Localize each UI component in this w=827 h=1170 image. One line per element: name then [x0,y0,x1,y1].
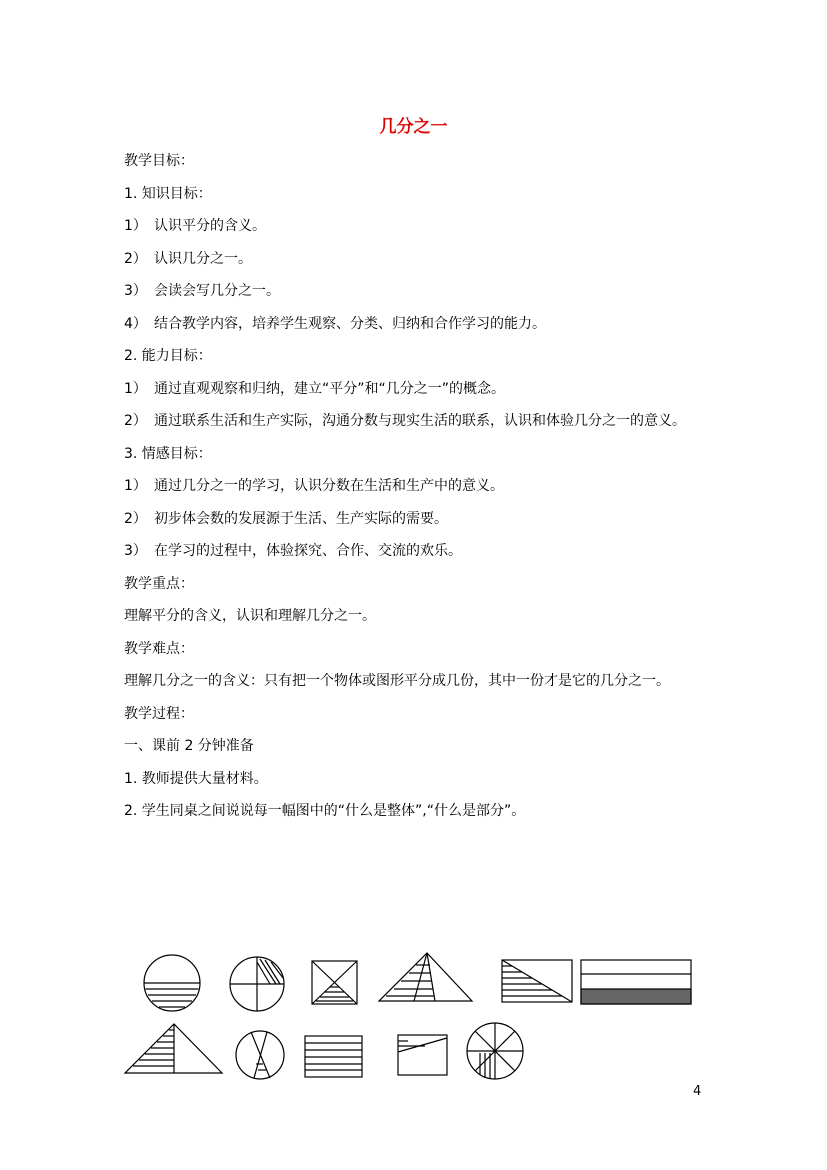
rectangle-corner-figure [398,1035,447,1075]
circle-unequal-parts-figure [236,1031,284,1079]
list-number: 1） [124,381,147,397]
text-line: 3） 会读会写几分之一。 [124,283,280,299]
square-diagonals-figure [312,961,357,1004]
triangle-striped-figure [379,953,472,1001]
list-number: 1） [124,218,147,234]
text-line: 理解平分的含义，认识和理解几分之一。 [124,608,376,624]
circle-sectors-figure [467,1023,523,1079]
text-line: 1） 通过直观观察和归纳，建立“平分”和“几分之一”的概念。 [124,381,506,397]
page-number: 4 [693,1084,702,1099]
circle-quarters-figure [230,957,284,1011]
text-line: 教学重点： [124,576,194,592]
text-line: 一、课前 2 分钟准备 [124,738,254,754]
fraction-figures [0,940,827,1090]
list-number: 2） [124,413,147,429]
list-number: 2） [124,511,147,527]
rectangle-shaded-strip-figure [581,960,691,1004]
list-number: 4） [124,316,147,332]
text-line: 教学过程： [124,706,194,722]
text-line: 2） 通过联系生活和生产实际，沟通分数与现实生活的联系，认识和体验几分之一的意义。 [124,413,686,429]
text-line: 2） 初步体会数的发展源于生活、生产实际的需要。 [124,511,448,527]
text-line: 1. 教师提供大量材料。 [124,771,268,787]
list-number: 3） [124,543,147,559]
text-line: 3. 情感目标： [124,446,212,462]
text-line: 教学难点： [124,641,194,657]
text-line: 教学目标： [124,153,194,169]
list-number: 3） [124,283,147,299]
text-line: 4） 结合教学内容，培养学生观察、分类、归纳和合作学习的能力。 [124,316,546,332]
text-line: 3） 在学习的过程中，体验探究、合作、交流的欢乐。 [124,543,462,559]
text-line: 2. 能力目标： [124,348,212,364]
text-line: 2. 学生同桌之间说说每一幅图中的“什么是整体”,“什么是部分”。 [124,803,526,819]
circle-striped-half-figure [144,955,200,1011]
list-number: 2） [124,251,147,267]
text-line: 1. 知识目标： [124,186,212,202]
text-line: 2） 认识几分之一。 [124,251,252,267]
rectangle-striped-rows-figure [305,1036,362,1077]
document-title: 几分之一 [379,117,448,137]
text-line: 理解几分之一的含义：只有把一个物体或图形平分成几份，其中一份才是它的几分之一。 [124,673,670,689]
text-line: 1） 认识平分的含义。 [124,218,266,234]
text-line: 1） 通过几分之一的学习，认识分数在生活和生产中的意义。 [124,478,504,494]
rectangle-diagonal-figure [502,960,572,1002]
list-number: 1） [124,478,147,494]
right-triangle-striped-figure [125,1024,222,1073]
